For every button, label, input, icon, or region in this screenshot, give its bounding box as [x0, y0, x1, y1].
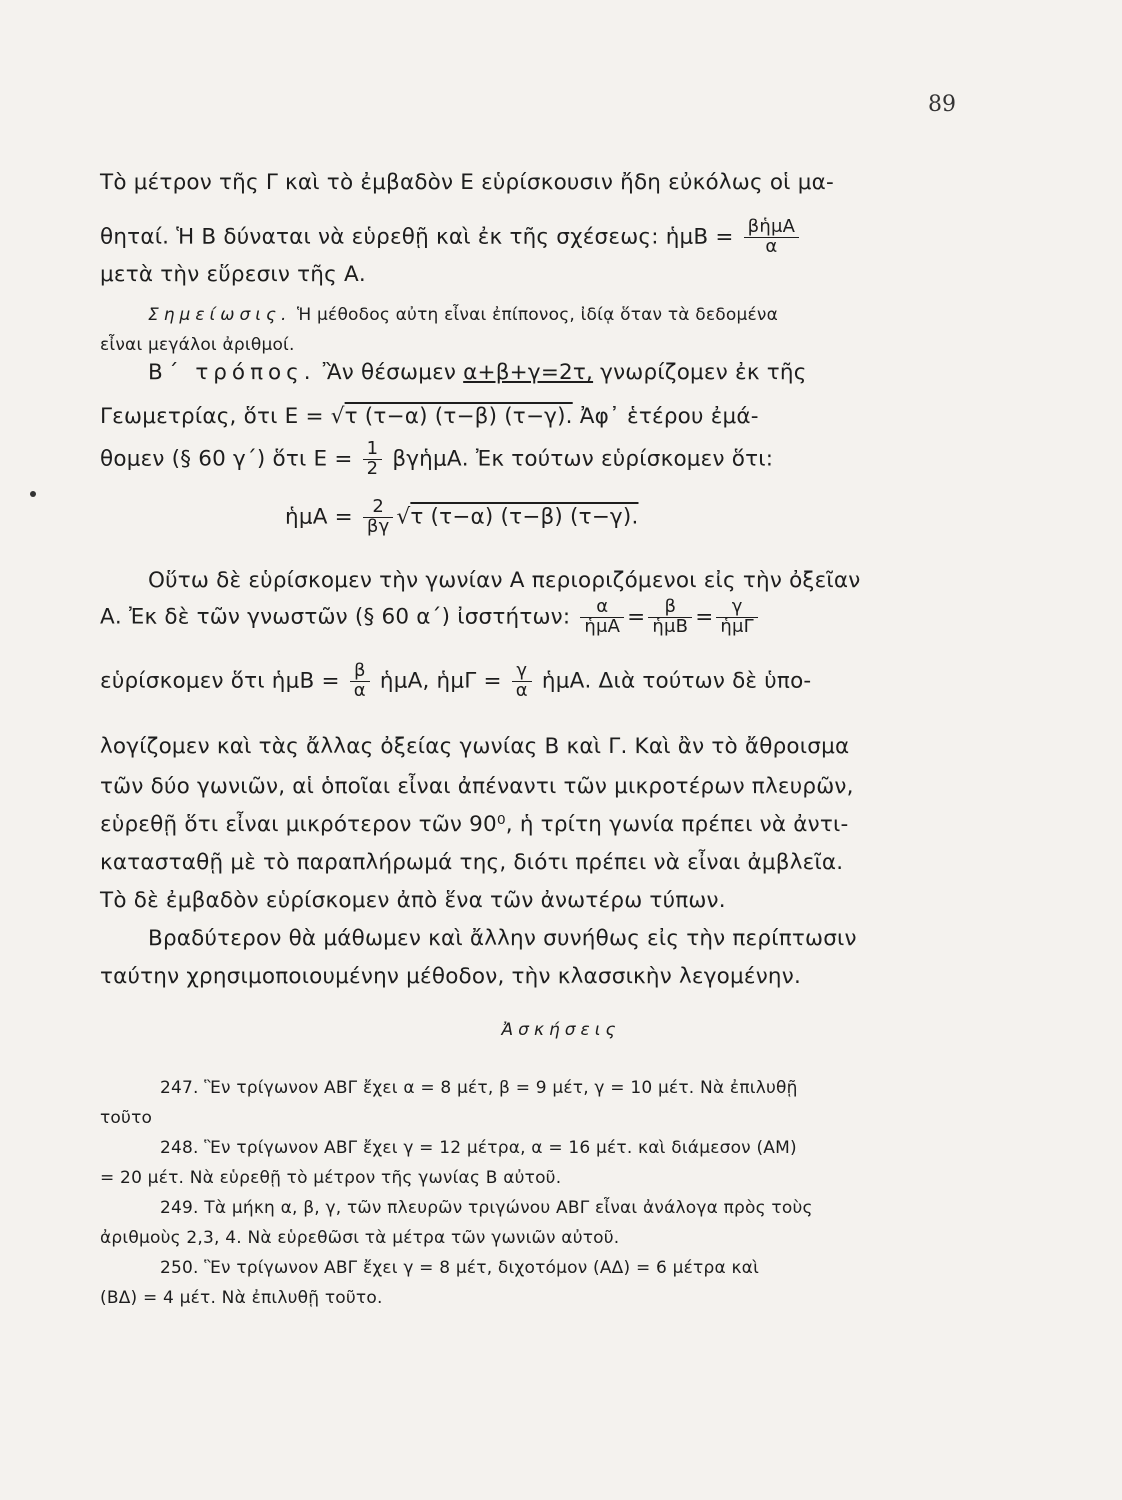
exercise-249-line1: 249. Τὰ μήκη α, β, γ, τῶν πλευρῶν τριγώνου ΑΒΓ εἶναι ἀνάλογα πρὸς τοὺς — [160, 1198, 813, 1218]
exercise-250-line2: (ΒΔ) = 4 μέτ. Νὰ ἐπιλυθῇ τοῦτο. — [100, 1288, 383, 1308]
method-b-line12: Τὸ δὲ ἐμβαδὸν εὑρίσκομεν ἀπὸ ἕνα τῶν ἀνωτέρω τύπων. — [100, 888, 726, 913]
method-b-line5: Οὕτω δὲ εὑρίσκομεν τὴν γωνίαν Α περιοριζόμενοι εἰς τὴν ὀξεῖαν — [148, 568, 861, 593]
exercise-248-line1: 248. Ἓν τρίγωνον ΑΒΓ ἔχει γ = 12 μέτρα, α = 16 μέτ. καὶ διάμεσον (ΑΜ) — [160, 1138, 797, 1158]
method-b-line7: εὑρίσκομεν ὅτι ἡμΒ = $\frac{\beta}{\alpha}$ ἡμΑ, ἡμΓ = $\frac{\gamma}{\alpha}$ ἡμΑ. Διὰ τούτων δὲ ὑπο- — [100, 660, 812, 701]
method-b-line11: κατασταθῇ μὲ τὸ παραπλήρωμά της, διότι πρέπει νὰ εἶναι ἀμβλεῖα. — [100, 850, 844, 875]
method-b-line1: Β΄ τρόπος. Ἂν θέσωμεν α+β+γ=2τ, γνωρίζομεν ἐκ τῆς — [148, 360, 807, 385]
method-b-heading: Β΄ τρόπος. — [148, 360, 316, 385]
fraction-a-over-hmA: $\frac{\alpha}{\text{ἡμΑ}}$ — [580, 598, 624, 637]
note-line2: εἶναι μεγάλοι ἀριθμοί. — [100, 335, 295, 355]
fraction-b-over-a: $\frac{\beta}{\alpha}$ — [350, 662, 370, 701]
sum-formula: α+β+γ=2τ, — [463, 360, 594, 385]
note-line1: Σημείωσις. Ἡ μέθοδος αὐτη εἶναι ἐπίπονος, ἰδίᾳ ὅταν τὰ δεδομένα — [148, 305, 778, 325]
method-b-line9: τῶν δύο γωνιῶν, αἱ ὁποῖαι εἶναι ἀπέναντι τῶν μικροτέρων πλευρῶν, — [100, 774, 854, 799]
exercise-248-line2: = 20 μέτ. Νὰ εὑρεθῇ τὸ μέτρον τῆς γωνίας Β αὐτοῦ. — [100, 1168, 562, 1188]
fraction-one-half: $\frac{1}{2}$ — [363, 440, 383, 479]
method-b-line6: Α. Ἐκ δὲ τῶν γνωστῶν (§ 60 α΄) ἰσστήτων: $\frac{\alpha}{\text{ἡμΑ}}$ = $\frac{\beta}{\text{ἡμΒ}}$ = $\frac{\gamma}{\text{ἡμΓ}}$ — [100, 598, 761, 637]
page-number: 89 — [928, 92, 956, 117]
exercise-247-line2: τοῦτο — [100, 1108, 153, 1128]
method-b-line3: θομεν (§ 60 γ΄) ὅτι Ε = $\frac{1}{2}$ βγἡμΑ. Ἐκ τούτων εὑρίσκομεν ὅτι: — [100, 438, 774, 479]
paragraph1-line1: Τὸ μέτρον τῆς Γ καὶ τὸ ἐμβαδὸν Ε εὑρίσκουσιν ἤδη εὐκόλως οἱ μα- — [100, 170, 834, 195]
method-b-line13: Βραδύτερον θὰ μάθωμεν καὶ ἄλλην συνήθως εἰς τὴν περίπτωσιν — [148, 926, 857, 951]
note-label: Σημείωσις. — [148, 305, 292, 325]
method-b-line8: λογίζομεν καὶ τὰς ἄλλας ὀξείας γωνίας Β καὶ Γ. Καὶ ἂν τὸ ἄθροισμα — [100, 734, 850, 759]
heron-radicand: τ (τ−α) (τ−β) (τ−γ). — [344, 404, 573, 429]
fraction-b-over-hmB: $\frac{\beta}{\text{ἡμΒ}}$ — [648, 598, 692, 637]
paragraph1-line3: μετὰ τὴν εὕρεσιν τῆς Α. — [100, 262, 366, 287]
fraction-bhmA-over-a: $\frac{\text{βἡμΑ}}{\alpha}$ — [744, 218, 799, 257]
exercise-247-line1: 247. Ἓν τρίγωνον ΑΒΓ ἔχει α = 8 μέτ, β = 9 μέτ, γ = 10 μέτ. Νὰ ἐπιλυθῇ — [160, 1078, 798, 1098]
method-b-line4-formula: ἡμΑ = $\frac{2}{\beta\gamma}$ √τ (τ−α) (τ−β) (τ−γ). — [285, 496, 639, 537]
fraction-g-over-hmG: $\frac{\gamma}{\text{ἡμΓ}}$ — [716, 598, 758, 637]
exercise-249-line2: ἀριθμοὺς 2,3, 4. Νὰ εὑρεθῶσι τὰ μέτρα τῶν γωνιῶν αὐτοῦ. — [100, 1228, 620, 1248]
fraction-g-over-a: $\frac{\gamma}{\alpha}$ — [512, 662, 532, 701]
fraction-two-over-bg: $\frac{2}{\beta\gamma}$ — [363, 498, 394, 537]
method-b-line2: Γεωμετρίας, ὅτι Ε = √τ (τ−α) (τ−β) (τ−γ). Ἀφ᾽ ἑτέρου ἐμά- — [100, 404, 759, 429]
exercise-250-line1: 250. Ἓν τρίγωνον ΑΒΓ ἔχει γ = 8 μέτ, διχοτόμον (ΑΔ) = 6 μέτρα καὶ — [160, 1258, 760, 1278]
method-b-line10: εὑρεθῇ ὅτι εἶναι μικρότερον τῶν 90⁰, ἡ τρίτη γωνία πρέπει νὰ ἀντι- — [100, 812, 849, 837]
method-b-line14: ταύτην χρησιμοποιουμένην μέθοδον, τὴν κλασσικὴν λεγομένην. — [100, 964, 801, 989]
paragraph1-line2 — [100, 218, 802, 257]
paragraph1-line2-text: θηταί. Ἡ Β δύναται νὰ εὑρεθῇ καὶ ἐκ τῆς σχέσεως: ἡμΒ = — [100, 224, 734, 250]
margin-dot — [30, 491, 36, 497]
exercises-heading: Ἀσκήσεις — [501, 1020, 621, 1040]
